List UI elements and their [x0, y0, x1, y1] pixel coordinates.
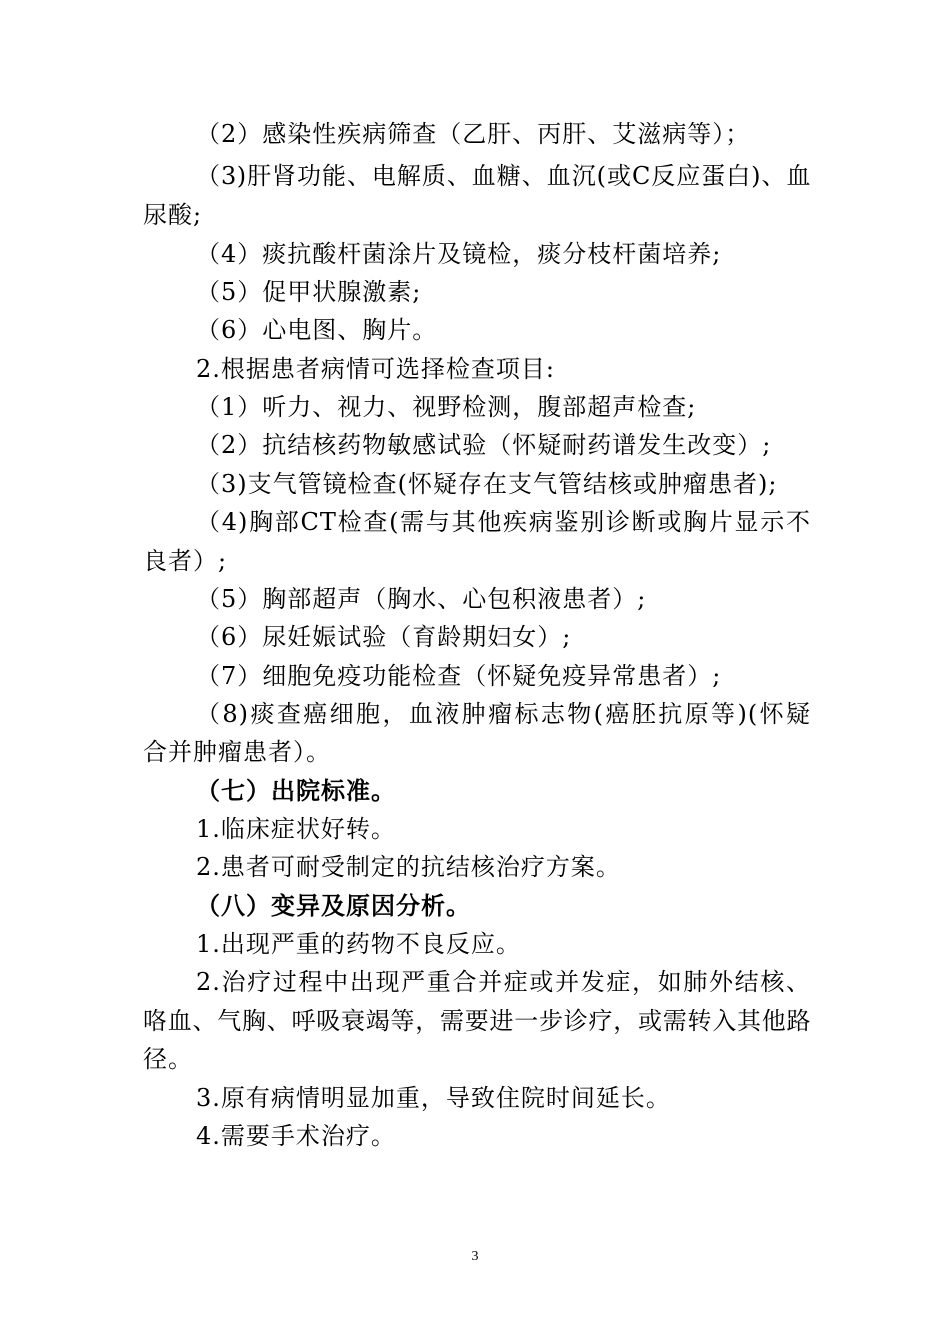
text-line: （7）细胞免疫功能检查（怀疑免疫异常患者）;	[196, 662, 722, 690]
text-line: 1.出现严重的药物不良反应。	[196, 930, 521, 958]
text-line: （6）心电图、胸片。	[196, 316, 438, 344]
text-line: 4.需要手术治疗。	[196, 1122, 396, 1150]
text-line: 1.临床症状好转。	[196, 815, 396, 843]
text-line: 2.治疗过程中出现严重合并症或并发症，如肺外结核、	[196, 968, 811, 996]
text-line: （3)支气管镜检查(怀疑存在支气管结核或肿瘤患者);	[196, 470, 778, 498]
text-line: （3)肝肾功能、电解质、血糖、血沉(或C反应蛋白)、血	[196, 162, 811, 190]
text-line: （4)胸部CT检查(需与其他疾病鉴别诊断或胸片显示不	[196, 508, 811, 536]
section-heading: （八）变异及原因分析。	[196, 891, 471, 920]
text-line: 2.根据患者病情可选择检查项目:	[196, 355, 555, 383]
text-line: 3.原有病情明显加重，导致住院时间延长。	[196, 1084, 671, 1112]
text-line: 2.患者可耐受制定的抗结核治疗方案。	[196, 853, 621, 881]
text-line: （6）尿妊娠试验（育龄期妇女）;	[196, 623, 572, 651]
text-line: 良者）;	[143, 547, 228, 575]
text-line: （5）胸部超声（胸水、心包积液患者）;	[196, 585, 647, 613]
text-line: （1）听力、视力、视野检测，腹部超声检查;	[196, 393, 697, 421]
text-line: （4）痰抗酸杆菌涂片及镜检，痰分枝杆菌培养;	[196, 240, 722, 268]
text-line: 合并肿瘤患者）。	[143, 738, 331, 766]
text-line: 咯血、气胸、呼吸衰竭等，需要进一步诊疗，或需转入其他路	[143, 1007, 811, 1035]
text-line: 径。	[143, 1045, 193, 1073]
text-line: （2）感染性疾病筛查（乙肝、丙肝、艾滋病等）；	[196, 120, 751, 148]
text-line: （5）促甲状腺激素;	[196, 278, 422, 306]
text-line: 尿酸;	[143, 201, 203, 229]
section-heading: （七）出院标准。	[196, 776, 396, 805]
text-line: （8)痰查癌细胞，血液肿瘤标志物(癌胚抗原等)(怀疑	[196, 700, 811, 728]
page-number: 3	[471, 1249, 479, 1264]
text-line: （2）抗结核药物敏感试验（怀疑耐药谱发生改变）;	[196, 431, 772, 459]
